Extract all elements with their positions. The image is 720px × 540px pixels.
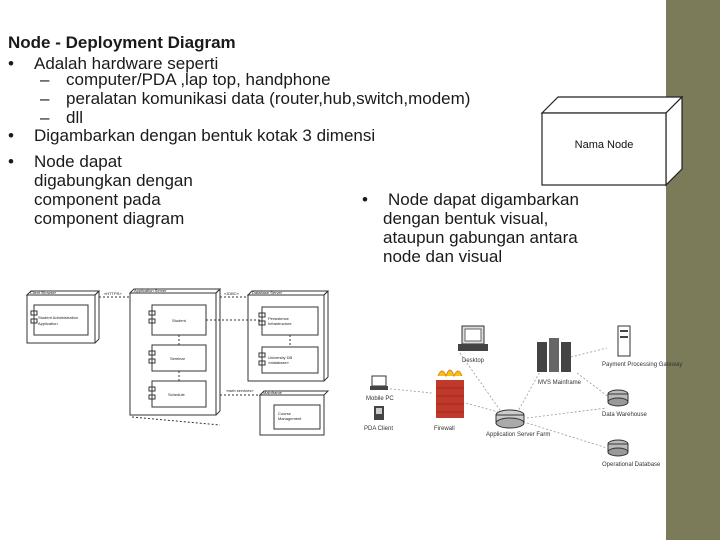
cd-client-browser: Client Browser bbox=[30, 290, 57, 295]
cd-https: «HTTPS» bbox=[104, 291, 122, 296]
vd-pda: PDA Client bbox=[364, 426, 394, 432]
cd-db-server: Database Server bbox=[252, 290, 283, 295]
operational-database-icon bbox=[608, 440, 628, 456]
vd-payment: Payment Processing Gateway bbox=[602, 362, 683, 368]
vd-app-farm: Application Server Farm bbox=[486, 432, 551, 438]
payment-gateway-icon bbox=[618, 326, 630, 356]
cd-student: Student bbox=[172, 318, 186, 323]
cd-mainframe: Mainframe bbox=[263, 390, 282, 395]
bullet-hardware: • Adalah hardware seperti bbox=[8, 54, 219, 73]
cd-university-db: University DB bbox=[268, 355, 293, 360]
app-server-farm-icon bbox=[496, 410, 524, 428]
vd-mobile-pc: Mobile PC bbox=[366, 396, 394, 402]
cd-persistence: Persistence bbox=[268, 316, 289, 321]
bullet-visual-line1: • Node dapat digambarkan bbox=[362, 190, 579, 209]
vd-desktop: Desktop bbox=[462, 358, 485, 364]
sub-bullet-dll: – dll bbox=[40, 108, 84, 127]
desktop-icon bbox=[458, 326, 488, 351]
vd-opdb: Operational Database bbox=[602, 462, 661, 468]
vd-firewall: Firewall bbox=[434, 426, 455, 432]
node-box-label: Nama Node bbox=[574, 139, 634, 151]
data-warehouse-icon bbox=[608, 390, 628, 406]
visual-deployment-diagram bbox=[352, 318, 683, 478]
cd-jdbc: «JDBC» bbox=[224, 291, 239, 296]
firewall-icon bbox=[436, 370, 464, 418]
cd-web-services: «web services» bbox=[226, 388, 254, 393]
sub-bullet-computer: – computer/PDA ,lap top, handphone bbox=[40, 70, 331, 89]
cd-schedule: Schedule bbox=[168, 392, 185, 397]
bullet-combine-line2: digabungkan dengan bbox=[34, 171, 193, 190]
bullet-combine-line1: • Node dapat bbox=[8, 152, 122, 171]
sub-bullet-network: – peralatan komunikasi data (router,hub,switch,modem) bbox=[40, 89, 471, 108]
bullet-combine-line4: component diagram bbox=[34, 209, 185, 228]
vd-mainframe: MVS Mainframe bbox=[538, 380, 582, 386]
mobile-pc-icon bbox=[370, 376, 388, 390]
bullet-visual-line2: dengan bentuk visual, bbox=[383, 209, 549, 228]
component-deployment-diagram bbox=[22, 285, 342, 440]
decorative-sidebar bbox=[666, 0, 720, 540]
cd-seminar: Seminar bbox=[170, 356, 185, 361]
slide-title: Node - Deployment Diagram bbox=[8, 33, 236, 52]
svg-text:Infrastructure: Infrastructure bbox=[268, 321, 292, 326]
mainframe-icon bbox=[537, 338, 571, 372]
cd-app-server: Application Server bbox=[134, 288, 167, 293]
svg-text:«database»: «database» bbox=[268, 360, 289, 365]
bullet-3d-box: • Digambarkan dengan bentuk kotak 3 dimensi bbox=[8, 126, 376, 145]
cd-course-mgmt: Course bbox=[278, 411, 291, 416]
svg-text:Application: Application bbox=[38, 321, 58, 326]
pda-icon bbox=[374, 406, 384, 420]
bullet-visual-line3: ataupun gabungan antara bbox=[383, 228, 578, 247]
bullet-visual-line4: node dan visual bbox=[383, 247, 503, 266]
vd-warehouse: Data Warehouse bbox=[602, 412, 647, 418]
bullet-combine-line3: component pada bbox=[34, 190, 161, 209]
cd-student-admin: Student Administration bbox=[38, 315, 79, 320]
node-3d-box bbox=[540, 95, 685, 190]
svg-text:Management: Management bbox=[278, 416, 302, 421]
